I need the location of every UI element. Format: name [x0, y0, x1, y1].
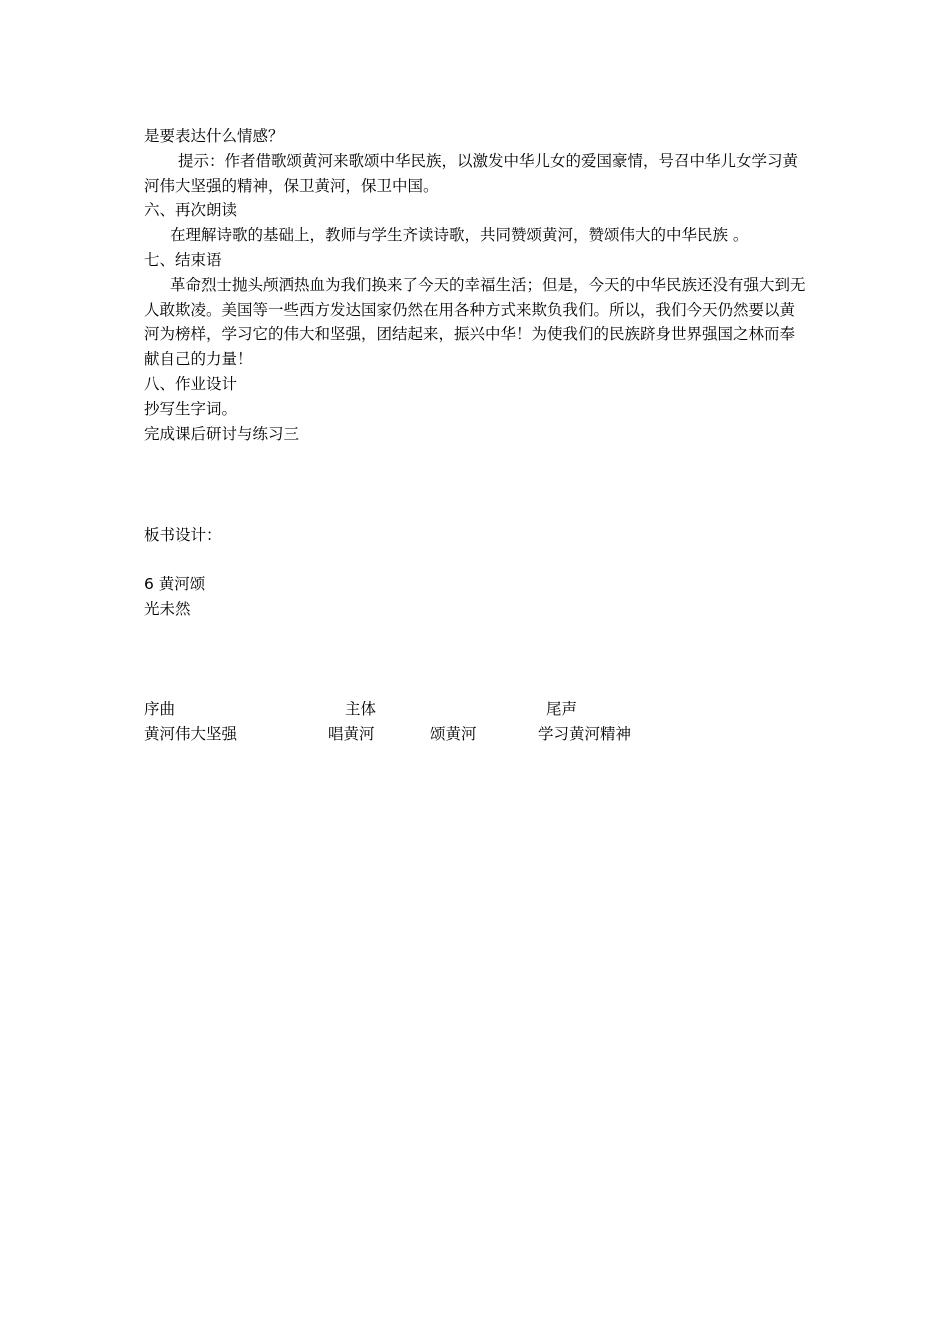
section-7-heading: 七、结束语: [144, 250, 222, 269]
board-header-prelude: 序曲: [144, 700, 176, 718]
board-item-learn: 学习黄河精神: [538, 725, 632, 743]
board-item-sing: 唱黄河: [328, 725, 375, 743]
board-header-coda: 尾声: [546, 700, 578, 718]
homework-item-1: 抄写生字词。: [144, 399, 238, 418]
homework-item-2: 完成课后研讨与练习三: [144, 424, 300, 443]
board-lesson-title: 6 黄河颂: [144, 575, 206, 593]
question-continuation: 是要表达什么情感？: [144, 127, 284, 145]
board-item-prelude: 黄河伟大坚强: [144, 725, 238, 743]
section-6-paragraph: 在理解诗歌的基础上，教师与学生齐读诗歌，共同赞颂黄河，赞颂伟大的中华民族 。: [170, 226, 749, 245]
section-8-heading: 八、作业设计: [144, 374, 238, 393]
board-header-main: 主体: [345, 700, 377, 718]
section-7-paragraph: 革命烈士抛头颅洒热血为我们换来了今天的幸福生活；但是，今天的中华民族还没有强大到无人敢欺凌。美国等一些西方发达国家仍然在用各种方式来欺负我们。所以，我们今天仍然要以黄河为榜样，学习它的伟大和坚强，团结起来，振兴中华！为使我们的民族跻身世界强国之林而奉献自己的力量！: [144, 275, 806, 369]
board-lesson-info: [144, 572, 205, 622]
board-design-title: 板书设计：: [144, 526, 222, 544]
hint-paragraph: 提示：作者借歌颂黄河来歌颂中华民族，以激发中华儿女的爱国豪情，号召中华儿女学习黄河伟大坚强的精神，保卫黄河，保卫中国。: [144, 151, 799, 195]
section-6-heading: 六、再次朗读: [144, 201, 238, 220]
lesson-body: [144, 124, 810, 446]
board-item-praise: 颂黄河: [430, 725, 477, 743]
board-author: 光未然: [144, 599, 191, 618]
